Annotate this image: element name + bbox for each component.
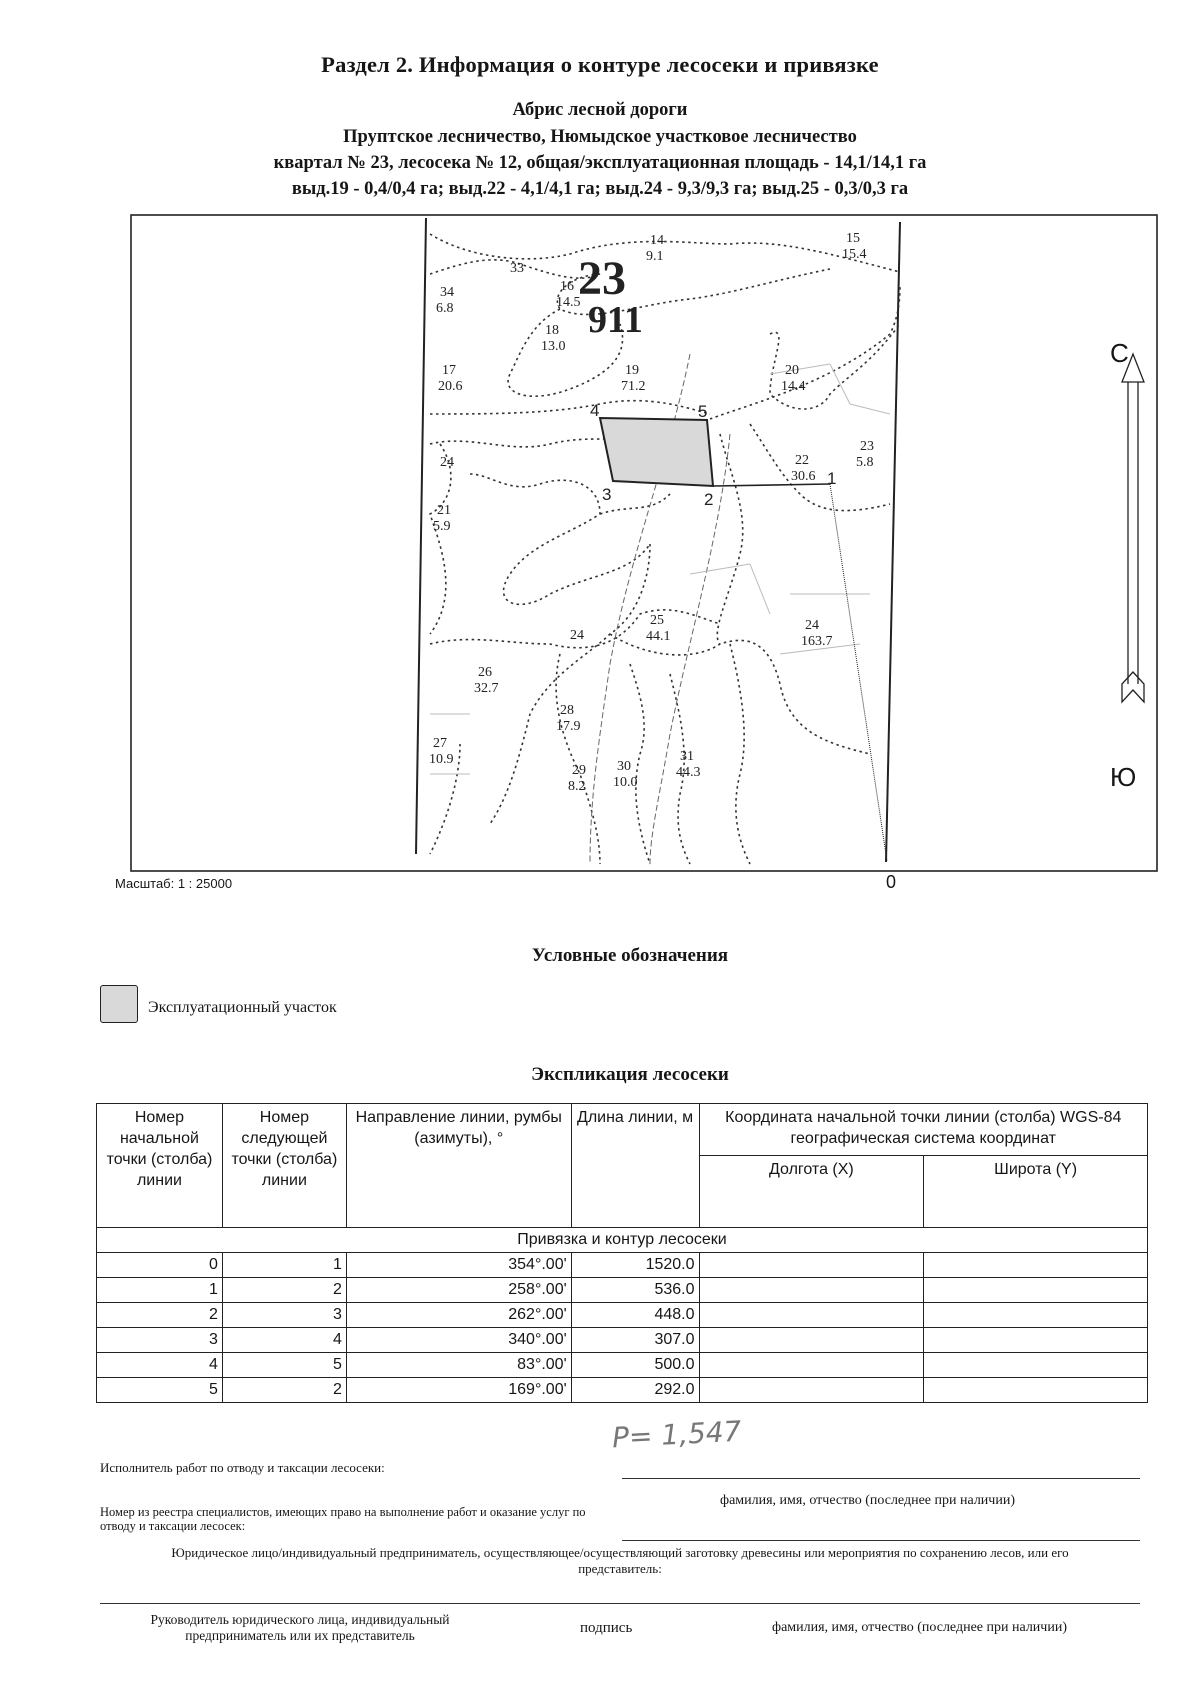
header-coordinates: Координата начальной точки линии (столба) WGS-84 географическая система координат bbox=[699, 1104, 1147, 1156]
forest-map bbox=[130, 214, 1160, 874]
allotment-area: 15.4 bbox=[842, 247, 867, 262]
head-label: Руководитель юридического лица, индивидуальный предприниматель или их представитель bbox=[150, 1612, 450, 1643]
cell-next: 1 bbox=[222, 1253, 346, 1278]
allotment-number: 15 bbox=[846, 231, 860, 246]
binding-line bbox=[713, 484, 830, 486]
zero-point-label: 0 bbox=[886, 872, 897, 892]
allotment-area: 71.2 bbox=[621, 379, 646, 394]
cell-lat bbox=[924, 1353, 1148, 1378]
explication-table bbox=[96, 1103, 1148, 1403]
allotment-number: 20 bbox=[785, 363, 799, 378]
cell-start: 2 bbox=[97, 1303, 223, 1328]
legend-swatch bbox=[100, 985, 138, 1023]
point-label-3: 3 bbox=[602, 485, 612, 504]
table-row bbox=[97, 1278, 1148, 1303]
allotment-number: 30 bbox=[617, 759, 631, 774]
quarter-number: 23 bbox=[578, 252, 626, 305]
legal-entity-label: Юридическое лицо/индивидуальный предприниматель, осуществляющее/осуществляющий заготовку древесины или мероприятия по сохранению лесов, или его представитель: bbox=[171, 1545, 1069, 1576]
allotment-number: 25 bbox=[650, 613, 664, 628]
cell-start: 5 bbox=[97, 1378, 223, 1403]
header-length: Длина линии, м bbox=[571, 1104, 699, 1228]
executor-fio-caption: фамилия, имя, отчество (последнее при наличии) bbox=[720, 1493, 1015, 1508]
cell-dir: 262°.00' bbox=[346, 1303, 571, 1328]
allotment-area: 44.3 bbox=[676, 765, 701, 780]
allotment-contours bbox=[430, 234, 900, 864]
executor-sign-line bbox=[622, 1478, 1140, 1479]
allotment-number: 22 bbox=[795, 453, 809, 468]
section-row: Привязка и контур лесосеки bbox=[97, 1228, 1148, 1253]
allotment-number: 28 bbox=[560, 703, 574, 718]
allotment-number: 21 bbox=[437, 503, 451, 518]
section-title: Раздел 2. Информация о контуре лесосеки и привязке bbox=[321, 52, 879, 77]
point-label-1: 1 bbox=[827, 469, 837, 488]
allotment-area: 163.7 bbox=[801, 634, 833, 649]
cell-next: 2 bbox=[222, 1278, 346, 1303]
quarter-boundary-west bbox=[416, 218, 426, 854]
cell-start: 4 bbox=[97, 1353, 223, 1378]
cell-dir: 354°.00' bbox=[346, 1253, 571, 1278]
cell-dir: 169°.00' bbox=[346, 1378, 571, 1403]
cell-lat bbox=[924, 1278, 1148, 1303]
head-fio-caption: фамилия, имя, отчество (последнее при наличии) bbox=[772, 1620, 1067, 1635]
map-frame bbox=[131, 215, 1157, 871]
cell-next: 5 bbox=[222, 1353, 346, 1378]
cell-dir: 340°.00' bbox=[346, 1328, 571, 1353]
signature-caption: подпись bbox=[580, 1620, 633, 1636]
allotment-number: 24 bbox=[805, 618, 819, 633]
cell-lon bbox=[699, 1303, 924, 1328]
cell-lon bbox=[699, 1253, 924, 1278]
allotment-number: 17 bbox=[442, 363, 456, 378]
point-label-2: 2 bbox=[704, 490, 714, 509]
exploitation-plot bbox=[600, 418, 713, 486]
cell-len: 1520.0 bbox=[571, 1253, 699, 1278]
cell-lat bbox=[924, 1303, 1148, 1328]
map-scale: Масштаб: 1 : 25000 bbox=[115, 876, 233, 891]
header-next-point: Номер следующей точки (столба) линии bbox=[222, 1104, 346, 1228]
quarter-area: 911 bbox=[588, 299, 643, 341]
south-letter: Ю bbox=[1110, 762, 1137, 792]
cell-lon bbox=[699, 1353, 924, 1378]
cell-len: 536.0 bbox=[571, 1278, 699, 1303]
allotment-number: 24 bbox=[440, 455, 454, 470]
allotment-number: 26 bbox=[478, 665, 492, 680]
allotment-number: 34 bbox=[440, 285, 454, 300]
allotment-number: 24 bbox=[570, 628, 584, 643]
cell-lon bbox=[699, 1278, 924, 1303]
quarter-line: квартал № 23, лесосека № 12, общая/эксплуатационная площадь - 14,1/14,1 га bbox=[273, 153, 927, 173]
cell-lat bbox=[924, 1328, 1148, 1353]
legal-entity-line bbox=[100, 1603, 1140, 1604]
allotment-area: 10.0 bbox=[613, 775, 638, 790]
table-row bbox=[97, 1353, 1148, 1378]
allotment-number: 27 bbox=[433, 736, 447, 751]
cell-len: 500.0 bbox=[571, 1353, 699, 1378]
cell-dir: 83°.00' bbox=[346, 1353, 571, 1378]
allotment-area: 5.9 bbox=[433, 519, 451, 534]
header-longitude: Долгота (X) bbox=[699, 1156, 924, 1228]
allotment-area: 32.7 bbox=[474, 681, 499, 696]
allotment-area: 5.8 bbox=[856, 455, 874, 470]
allotment-number: 33 bbox=[510, 261, 524, 276]
allotment-area: 20.6 bbox=[438, 379, 463, 394]
header-start-point: Номер начальной точки (столба) линии bbox=[97, 1104, 223, 1228]
allotment-area: 14.4 bbox=[781, 379, 806, 394]
binding-line-0-1 bbox=[830, 484, 887, 861]
allotments-line: выд.19 - 0,4/0,4 га; выд.22 - 4,1/4,1 га; выд.24 - 9,3/9,3 га; выд.25 - 0,3/0,3 га bbox=[291, 179, 909, 199]
registry-label: Номер из реестра специалистов, имеющих право на выполнение работ и оказание услуг по отводу и таксации лесосек: bbox=[100, 1505, 586, 1533]
cell-next: 2 bbox=[222, 1378, 346, 1403]
quarter-boundary-east bbox=[886, 222, 900, 862]
allotment-area: 8.2 bbox=[568, 779, 586, 794]
north-letter: С bbox=[1110, 338, 1129, 368]
allotment-area: 30.6 bbox=[791, 469, 816, 484]
allotment-number: 18 bbox=[545, 323, 559, 338]
registry-line bbox=[622, 1540, 1140, 1541]
point-label-4: 4 bbox=[590, 401, 600, 420]
allotment-area: 10.9 bbox=[429, 752, 454, 767]
allotment-area: 9.1 bbox=[646, 249, 664, 264]
legend-label: Эксплуатационный участок bbox=[148, 999, 337, 1016]
allotment-area: 44.1 bbox=[646, 629, 671, 644]
cell-len: 292.0 bbox=[571, 1378, 699, 1403]
table-row bbox=[97, 1253, 1148, 1278]
cell-start: 1 bbox=[97, 1278, 223, 1303]
header-latitude: Широта (Y) bbox=[924, 1156, 1148, 1228]
table-row bbox=[97, 1378, 1148, 1403]
explication-title: Экспликация лесосеки bbox=[531, 1064, 729, 1085]
point-label-5: 5 bbox=[698, 402, 708, 421]
allotment-number: 23 bbox=[860, 439, 874, 454]
allotment-number: 31 bbox=[680, 749, 694, 764]
cell-lon bbox=[699, 1378, 924, 1403]
cell-lat bbox=[924, 1378, 1148, 1403]
allotment-number: 19 bbox=[625, 363, 639, 378]
table-row bbox=[97, 1328, 1148, 1353]
forestry-line: Пруптское лесничество, Нюмыдское участковое лесничество bbox=[343, 127, 857, 147]
cell-len: 448.0 bbox=[571, 1303, 699, 1328]
legend-title: Условные обозначения bbox=[531, 945, 729, 966]
north-south-arrow bbox=[1122, 354, 1144, 702]
handwritten-note: P= 1,547 bbox=[611, 1414, 743, 1455]
cell-next: 3 bbox=[222, 1303, 346, 1328]
allotment-area: 14.5 bbox=[556, 295, 581, 310]
table-row bbox=[97, 1303, 1148, 1328]
cell-next: 4 bbox=[222, 1328, 346, 1353]
allotment-area: 13.0 bbox=[541, 339, 566, 354]
cell-len: 307.0 bbox=[571, 1328, 699, 1353]
allotment-labels bbox=[429, 231, 874, 794]
cell-lat bbox=[924, 1253, 1148, 1278]
allotment-area: 17.9 bbox=[556, 719, 581, 734]
cell-lon bbox=[699, 1328, 924, 1353]
cell-dir: 258°.00' bbox=[346, 1278, 571, 1303]
allotment-number: 16 bbox=[560, 279, 574, 294]
cell-start: 3 bbox=[97, 1328, 223, 1353]
allotment-area: 6.8 bbox=[436, 301, 454, 316]
executor-label: Исполнитель работ по отводу и таксации лесосеки: bbox=[100, 1460, 385, 1475]
cell-start: 0 bbox=[97, 1253, 223, 1278]
allotment-number: 29 bbox=[572, 763, 586, 778]
allotment-number: 14 bbox=[650, 233, 664, 248]
abris-subtitle: Абрис лесной дороги bbox=[512, 100, 688, 120]
header-direction: Направление линии, румбы (азимуты), ° bbox=[346, 1104, 571, 1228]
